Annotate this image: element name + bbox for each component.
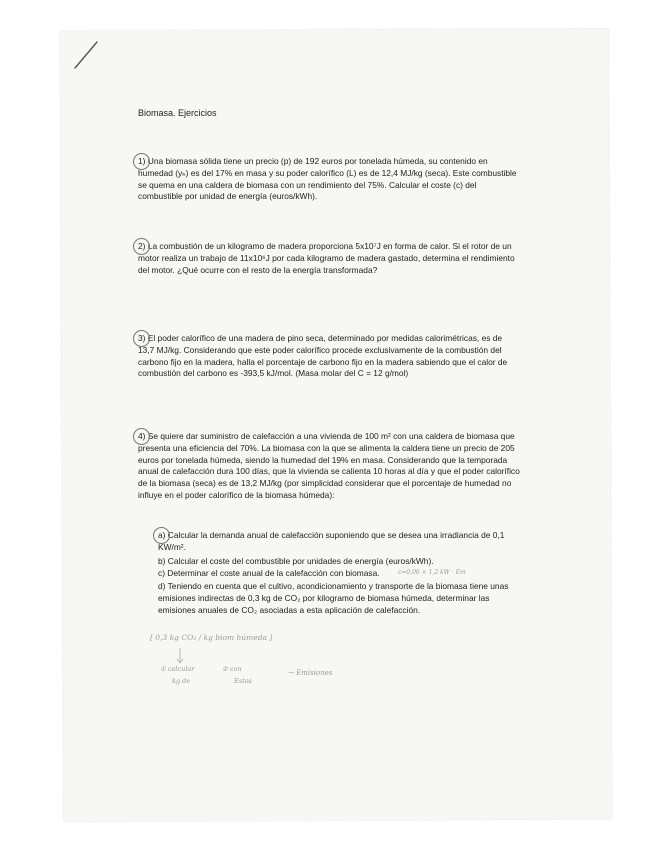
exercise-3-number: 3) bbox=[138, 333, 146, 343]
exercise-4-text: Se quiere dar suministro de calefacción a una vivienda de 100 m² con una caldera de biomasa que presenta una eficiencia del 70%. La biomasa con la que se alimenta la caldera tiene un precio de 205 euros por tonelada húmeda, siendo la humedad del 19% en masa. Considerando que la temporada anual de calefacción dura 100 días, que la vivienda se calienta 10 horas al día y que el poder calorífico de la biomasa (seca) es de 13,2 MJ/kg (por simplicidad considerar que el porcentaje de humedad no influye en el poder calorífico de la biomasa húmeda): bbox=[138, 431, 520, 500]
exercise-3-text: El poder calorífico de una madera de pino seca, determinado por medidas calorimétricas, es de 13,7 MJ/kg. Considerando que este poder calorífico procede exclusivamente de la combustión del carbono fijo en la madera, halla el porcentaje de carbono fijo en la madera sabiendo que el calor de combustión del carbono es -393,5 kJ/mol. (Masa molar del C = 12 g/mol) bbox=[138, 333, 508, 379]
pencil-note-bracket: [ 0,3 kg CO₂ / kg biom húmeda ] bbox=[150, 633, 273, 642]
exercise-4b: b) Calcular el coste del combustible por unidades de energía (euros/kWh). bbox=[158, 556, 434, 566]
exercise-4a-text: a) Calcular la demanda anual de calefacción suponiendo que se desea una irradiancia de 0,1 KW/m². bbox=[158, 530, 520, 554]
pencil-note-c: c=0,06 × 1,2 kW · Em bbox=[398, 569, 466, 576]
exercise-4c-text: c) Determinar el coste anual de la calefacción con biomasa. bbox=[158, 568, 380, 578]
pencil-note-3: → Emisiones bbox=[288, 669, 333, 677]
exercise-1-text: Una biomasa sólida tiene un precio (p) de 192 euros por tonelada húmeda, su contenido en humedad (yₕ) es del 17% en masa y su poder calorífico (L) es de 12,4 MJ/kg (seca). Este combustible se quema en una caldera de biomasa con un rendimiento del 75%. Calcular el coste (c) del combustible por unidad de energía (euros/kWh). bbox=[138, 156, 517, 202]
page-title: Biomasa. Ejercicios bbox=[138, 108, 217, 118]
exercise-4d: d) Teniendo en cuenta que el cultivo, acondicionamiento y transporte de la biomasa tiene unas emisiones indirectas de 0,3 kg de CO₂ por kilogramo de biomasa húmeda, determinar las emisiones anuales de CO₂ asociadas a esta aplicación de calefacción. bbox=[158, 581, 509, 615]
pencil-note-2b: Estos bbox=[234, 677, 252, 685]
pencil-note-1b: kg de bbox=[172, 677, 191, 685]
exercise-4-number: 4) bbox=[138, 431, 146, 441]
exercise-2-text: La combustión de un kilogramo de madera proporciona 5x10⁷J en forma de calor. Si el rotor de un motor realiza un trabajo de 11x10⁶J por cada kilogramo de madera gastado, determina el rendimiento del motor. ¿Qué ocurre con el resto de la energía transformada? bbox=[138, 241, 515, 275]
exercise-1-number: 1) bbox=[138, 156, 146, 166]
pencil-note-2: ② con bbox=[222, 665, 242, 673]
exercise-2-number: 2) bbox=[138, 241, 146, 251]
pencil-note-1: ① calcular bbox=[160, 665, 195, 673]
